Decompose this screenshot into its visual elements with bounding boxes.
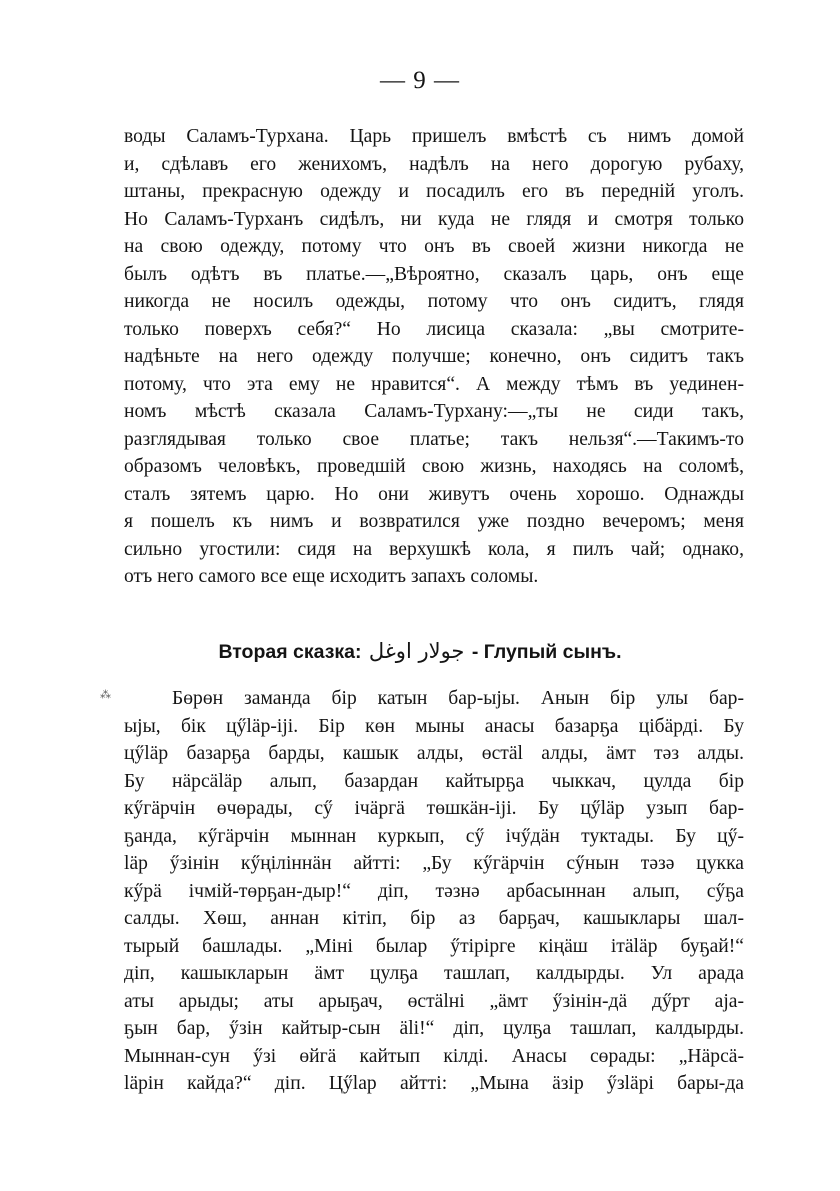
text-line: Бу нӓрсӓlӓр алып, базардан кайтырҕа чыккач, цулда бір xyxy=(124,770,744,792)
text-line: цӳlӓр базарҕа барды, кашык алды, өстӓl алды, ӓмт тәз алды. xyxy=(124,743,744,764)
text-line: номъ мѣстѣ сказала Саламъ-Турхану:—„ты не сиди такъ, xyxy=(124,401,744,422)
section-heading xyxy=(0,636,840,667)
text-line: діп, кашыкларын ӓмт цулҕа ташлап, калдырды. Ул арада xyxy=(124,963,744,984)
text-line: образомъ человѣкъ, проведшiй свою жизнь, находясь на соломѣ, xyxy=(124,456,744,477)
text-line: аты арыды; аты арыҕач, өстӓlні „ӓмт ӳзінін-дӓ дӳрт аjа- xyxy=(124,990,744,1012)
text-line: Бөрөн заманда бір катын бар-ыjы. Анын бір улы бар- xyxy=(172,688,744,709)
text-line: на свою одежду, потому что онъ въ своей жизни никогда не xyxy=(124,236,744,257)
text-line: и, сдѣлавъ его женихомъ, надѣлъ на него дорогую рубаху, xyxy=(124,153,744,175)
text-line: надѣньте на него одежду получше; конечно, онъ сидитъ такъ xyxy=(124,346,744,367)
text-line: ыjы, бік цӳlӓр-ijі. Бір көн мыны анасы базарҕа цібӓрді. Бу xyxy=(124,715,744,737)
text-line: Мыннан-сун ӳзі өйгӓ кайтып кілді. Анасы сөрады: „Нӓрсӓ- xyxy=(124,1045,744,1067)
text-line: никогда не носилъ одежды, потому что онъ сидитъ, глядя xyxy=(124,291,744,312)
heading-translation: - Глупый сынъ. xyxy=(471,641,622,663)
text-line: кӳрӓ ічмій-төрҕан-дыр!“ діп, тәзнә арбасыннан алып, сӳҕа xyxy=(124,880,744,902)
text-line: тырый башлады. „Міні былар ӳтірірге кіңӓш ітӓlӓр буҕай!“ xyxy=(124,935,744,957)
text-line: потому, что эта ему не нравится“. А между тѣмъ въ уединен- xyxy=(124,373,744,395)
text-line: Но Саламъ-Турханъ сидѣлъ, ни куда не глядя и смотря только xyxy=(124,208,744,230)
text-line: былъ одѣтъ въ платье.—„Вѣроятно, сказалъ царь, онъ еще xyxy=(124,263,744,285)
page-number: — 9 — xyxy=(380,67,460,94)
text-line: ҕын бар, ӳзін кайтыр-сын ӓlі!“ діп, цулҕа ташлап, калдырды. xyxy=(124,1018,744,1039)
text-line: воды Саламъ-Турхана. Царь пришелъ вмѣстѣ съ нимъ домой xyxy=(124,126,744,147)
paragraph-continuation xyxy=(124,123,744,591)
text-line: lӓр ӳзінін кӳңіліннӓн айтті: „Бу кӳгӓрчін сӳнын тәзә цукка xyxy=(124,853,744,874)
text-line: lӓрін кайда?“ діп. Цӳlар айтті: „Мына ӓзір ӳзlӓрі бары-да xyxy=(124,1073,744,1094)
text-line: салды. Хөш, аннан кітіп, бір аз барҕач, кашыклары шал- xyxy=(124,908,744,929)
text-line: я пошелъ къ нимъ и возвратился уже поздно вечеромъ; меня xyxy=(124,511,744,532)
text-line: кӳгӓрчін өчөрады, сӳ ічӓргӓ төшкӓн-ijі. Бу цӳlӓр узып бар- xyxy=(124,798,744,819)
text-line: отъ него самого все еще исходитъ запахъ соломы. xyxy=(124,566,539,587)
text-line: только поверхъ себя?“ Но лисица сказала: „вы смотрите- xyxy=(124,318,744,340)
text-line: сталъ зятемъ царю. Но они живутъ очень хорошо. Однажды xyxy=(124,483,744,505)
heading-label: Вторая сказка: xyxy=(218,641,362,663)
text-line: штаны, прекрасную одежду и посадилъ его въ переднiй уголъ. xyxy=(124,181,744,202)
text-line: разглядывая только свое платье; такъ нельзя“.—Такимъ-то xyxy=(124,428,744,450)
text-line: сильно угостили: сидя на верхушкѣ кола, я пилъ чай; однако, xyxy=(124,538,744,560)
heading-arabic-title: جولار اوغل xyxy=(368,639,465,663)
margin-mark: ⁂ xyxy=(100,688,111,701)
text-line: ҕанда, кӳгӓрчін мыннан куркып, сӳ ічӳдӓн туктады. Бу цӳ- xyxy=(124,825,744,847)
tale-paragraph xyxy=(124,685,744,1098)
